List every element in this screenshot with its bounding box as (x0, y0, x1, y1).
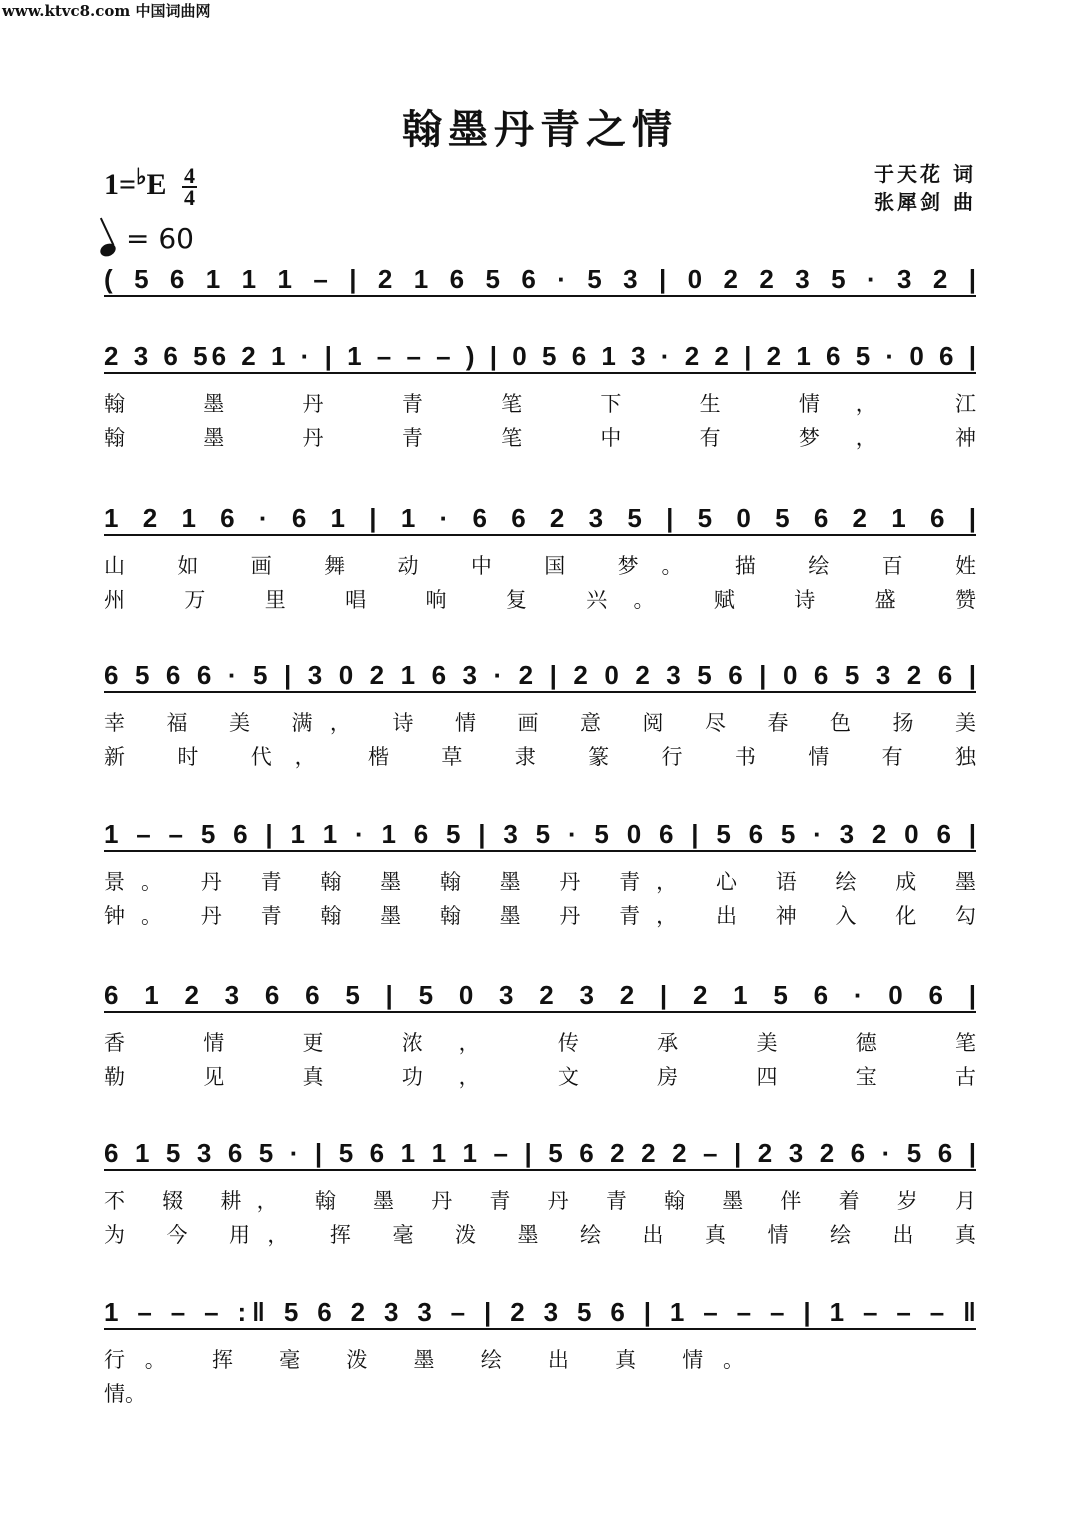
composer-credit: 张犀剑 曲 (874, 190, 976, 214)
lyric-line-2: 钟。 丹 青 翰 墨 翰 墨 丹 青， 出 神 入 化 勾 (104, 904, 976, 928)
time-numerator: 4 (184, 163, 196, 189)
notation-row: 6 5 6 6 · 5 | 3 0 2 1 6 3 · 2 | 2 0 2 3 5 6 | 0 6 5 3 2 6 | (104, 660, 977, 690)
notation-row: 1 – – 5 6 | 1 1 · 1 6 5 | 3 5 · 5 0 6 | 5 6 5 · 3 2 0 6 | (104, 819, 976, 849)
lyric-line-1: 景。 丹 青 翰 墨 翰 墨 丹 青， 心 语 绘 成 墨 (104, 870, 976, 894)
notation-row: 1 – – – :‖ 5 6 2 3 3 – | 2 3 5 6 | 1 – – – | 1 – – – ‖ (104, 1297, 976, 1327)
lyric-line-1: 不 辍 耕， 翰 墨 丹 青 丹 青 翰 墨 伴 着 岁 月 (104, 1189, 976, 1213)
notation-row: 6 1 2 3 6 6 5 | 5 0 3 2 3 2 | 2 1 5 6 · 0 6 | (104, 980, 976, 1010)
lyric-line-1: 香 情 更 浓， 传 承 美 德 笔 (104, 1031, 977, 1055)
lyric-line-1: 山 如 画 舞 动 中 国 梦。 描 绘 百 姓 (104, 554, 976, 578)
notation-row: 6 1 5 3 6 5 · | 5 6 1 1 1 – | 5 6 2 2 2 – | 2 3 2 6 · 5 6 | (104, 1138, 977, 1168)
key-note: E (146, 168, 167, 201)
notation-row: 2 3 6 56 2 1 · | 1 – – – ) | 0 5 6 1 3 · 2 2 | 2 1 6 5 · 0 6 | (104, 341, 976, 371)
lyric-line-2: 州 万 里 唱 响 复 兴。 赋 诗 盛 赞 (104, 588, 977, 612)
lyric-line-2: 新 时 代， 楷 草 隶 篆 行 书 情 有 独 (104, 745, 976, 769)
lyric-line-2: 翰 墨 丹 青 笔 中 有 梦， 神 (104, 426, 977, 450)
lyric-line-1: 翰 墨 丹 青 笔 下 生 情， 江 (104, 392, 977, 416)
song-title: 翰墨丹青之情 (402, 106, 678, 153)
lyricist-credit: 于天花 词 (874, 162, 976, 186)
key-label: 1= (104, 168, 137, 201)
tempo-value: = 60 (126, 222, 194, 255)
time-denominator: 4 (184, 185, 196, 211)
flat-sign: ♭ (136, 164, 147, 189)
notation-row: ( 5 6 1 1 1 – | 2 1 6 5 6 · 5 3 | 0 2 2 3 5 · 3 2 | (104, 264, 976, 294)
lyric-line-2: 勒 见 真 功， 文 房 四 宝 古 (104, 1065, 977, 1089)
lyric-line-1: 行。 挥 毫 泼 墨 绘 出 真 情。 (104, 1348, 744, 1372)
lyric-line-1: 幸 福 美 满， 诗 情 画 意 阅 尽 春 色 扬 美 (104, 711, 977, 735)
lyric-line-2: 情。 (104, 1382, 146, 1406)
notation-row: 1 2 1 6 · 6 1 | 1 · 6 6 2 3 5 | 5 0 5 6 2 1 6 | (104, 503, 976, 533)
lyric-line-2: 为 今 用， 挥 毫 泼 墨 绘 出 真 情 绘 出 真 (104, 1223, 977, 1247)
watermark: www.ktvc8.com 中国词曲网 (2, 2, 211, 20)
